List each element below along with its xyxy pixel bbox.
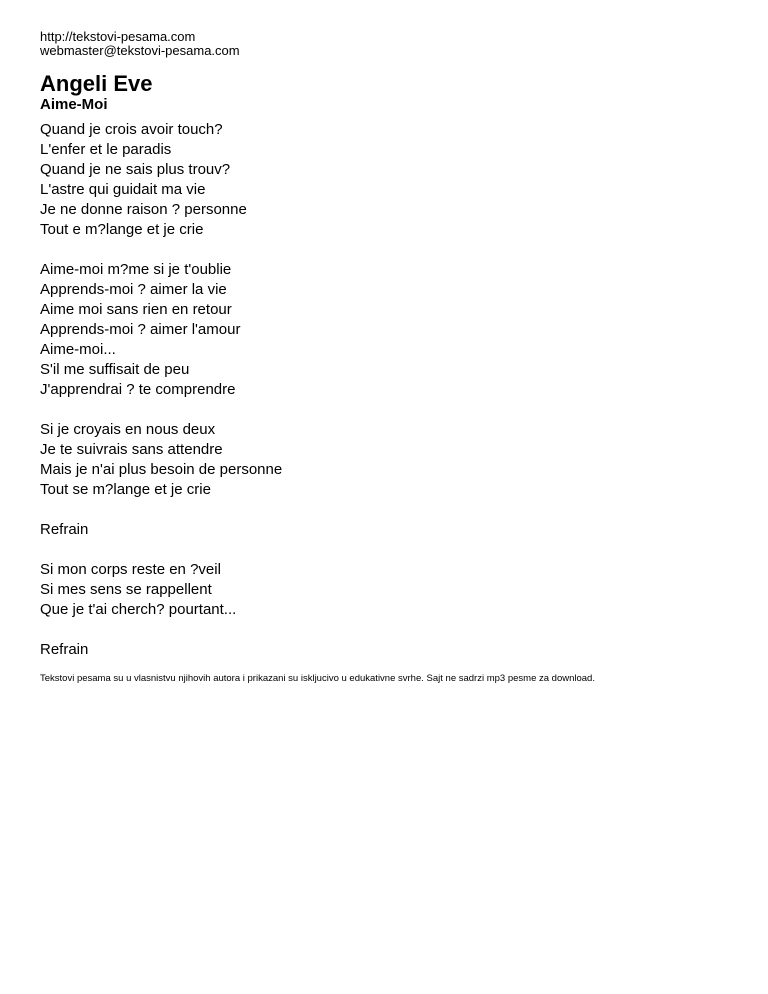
lyric-line: Aime-moi...	[40, 341, 116, 358]
lyric-line: Je te suivrais sans attendre	[40, 441, 223, 458]
lyrics-stanza	[40, 120, 740, 240]
lyric-line: Refrain	[40, 641, 89, 658]
song-title: Aime-Moi	[40, 96, 108, 113]
lyric-line: Apprends-moi ? aimer la vie	[40, 281, 227, 298]
lyric-line: S'il me suffisait de peu	[40, 361, 190, 378]
lyric-line: J'apprendrai ? te comprendre	[40, 381, 236, 398]
lyric-line: Quand je ne sais plus trouv?	[40, 161, 231, 178]
lyric-line: Quand je crois avoir touch?	[40, 121, 223, 138]
lyrics-stanza	[40, 260, 740, 400]
lyric-line: Si mon corps reste en ?veil	[40, 561, 221, 578]
site-url: http://tekstovi-pesama.com	[40, 29, 196, 44]
lyric-line: Mais je n'ai plus besoin de personne	[40, 461, 283, 478]
lyric-line: L'enfer et le paradis	[40, 141, 172, 158]
lyrics-page	[40, 30, 740, 685]
lyric-line: Aime-moi m?me si je t'oublie	[40, 261, 232, 278]
lyric-line: Aime moi sans rien en retour	[40, 301, 232, 318]
lyric-line: Que je t'ai cherch? pourtant...	[40, 601, 237, 618]
lyric-line: Si je croyais en nous deux	[40, 421, 216, 438]
artist-name: Angeli Eve	[40, 71, 153, 96]
lyrics-stanza	[40, 420, 740, 500]
lyrics-stanza	[40, 520, 740, 540]
lyrics-stanza	[40, 560, 740, 620]
lyric-line: Si mes sens se rappellent	[40, 581, 212, 598]
lyric-line: Je ne donne raison ? personne	[40, 201, 247, 218]
lyrics-stanza	[40, 640, 740, 660]
lyric-line: Tout e m?lange et je crie	[40, 221, 204, 238]
lyric-line: Tout se m?lange et je crie	[40, 481, 211, 498]
footer-disclaimer: Tekstovi pesama su u vlasnistvu njihovih autora i prikazani su iskljucivo u edukativne svrhe. Sajt ne sadrzi mp3 pesme za download.	[40, 673, 595, 684]
lyrics-body	[40, 120, 740, 660]
lyric-line: Refrain	[40, 521, 89, 538]
lyric-line: L'astre qui guidait ma vie	[40, 181, 206, 198]
webmaster-email: webmaster@tekstovi-pesama.com	[40, 43, 240, 58]
lyric-line: Apprends-moi ? aimer l'amour	[40, 321, 241, 338]
